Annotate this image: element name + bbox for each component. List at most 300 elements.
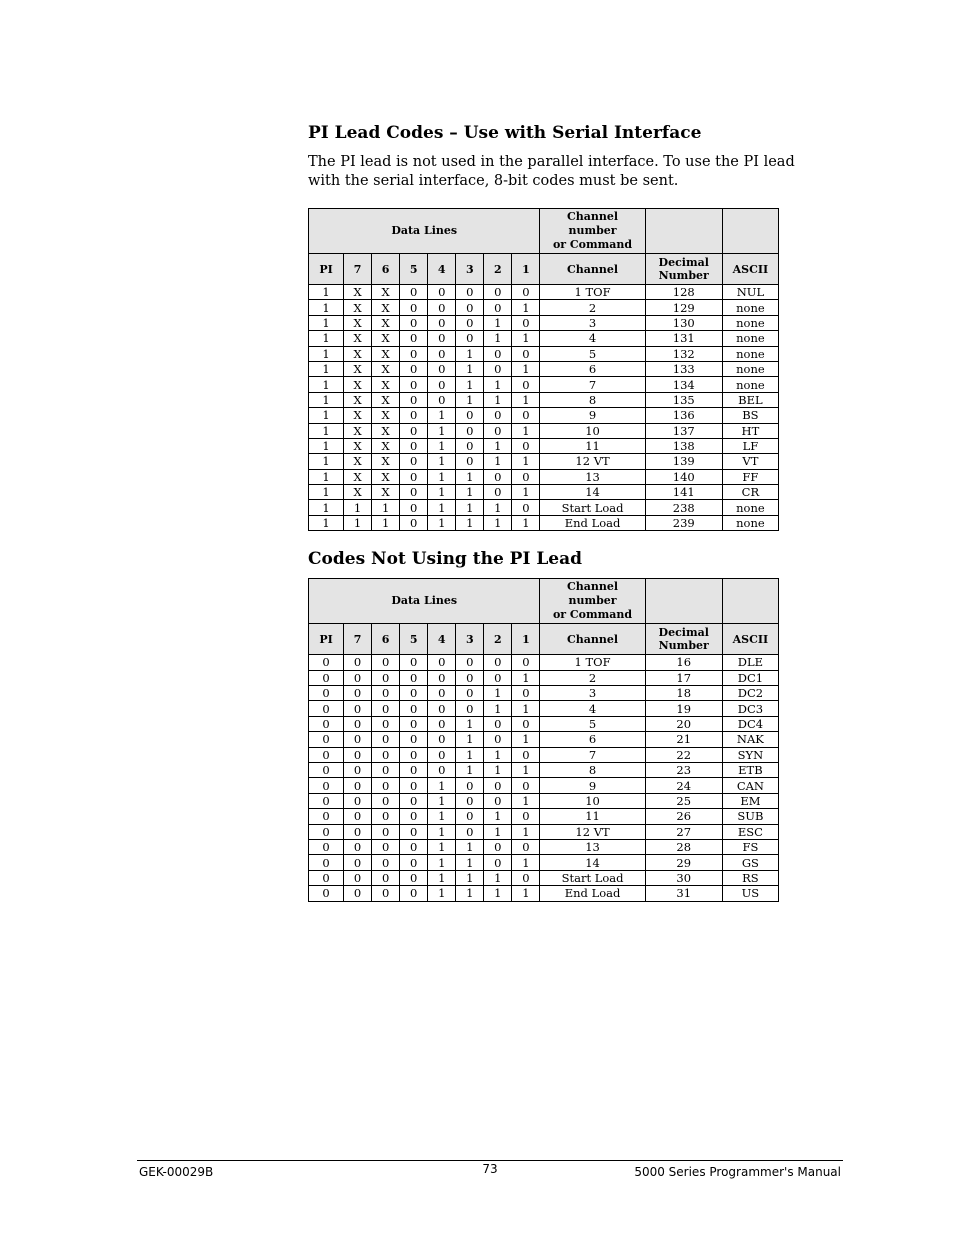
table-cell: 0 — [309, 839, 344, 854]
table-cell: none — [722, 361, 778, 376]
table-cell: 0 — [400, 331, 428, 346]
table-cell: 0 — [484, 361, 512, 376]
table-cell: 0 — [309, 886, 344, 901]
table-row — [309, 886, 779, 901]
table-cell: 1 — [344, 515, 372, 530]
table-cell: X — [372, 438, 400, 453]
table-cell: 0 — [309, 686, 344, 701]
table-cell: 31 — [645, 886, 722, 901]
table-cell: US — [722, 886, 778, 901]
table-cell: 0 — [372, 701, 400, 716]
table-cell: DC4 — [722, 716, 778, 731]
table-cell: 1 — [456, 392, 484, 407]
table-cell: 0 — [428, 331, 456, 346]
table-cell: 0 — [400, 716, 428, 731]
table-cell: 136 — [645, 408, 722, 423]
table-cell: none — [722, 315, 778, 330]
table-cell: 0 — [400, 454, 428, 469]
table-cell: 1 — [512, 300, 540, 315]
table-cell: X — [344, 346, 372, 361]
table-group-header-row — [309, 209, 779, 254]
table-cell: 0 — [428, 747, 456, 762]
table-cell: 0 — [512, 716, 540, 731]
table-cell: 0 — [428, 762, 456, 777]
table-cell: 1 — [344, 500, 372, 515]
table-cell: 0 — [428, 377, 456, 392]
table-cell: 0 — [484, 300, 512, 315]
table-cell: 0 — [456, 331, 484, 346]
table-cell: X — [344, 454, 372, 469]
table-cell: 0 — [309, 855, 344, 870]
table-cell: 1 — [512, 392, 540, 407]
table-cell: none — [722, 346, 778, 361]
table-cell: 0 — [400, 285, 428, 300]
table-cell: X — [344, 485, 372, 500]
table-cell: 1 — [456, 346, 484, 361]
column-header-decimal — [645, 624, 722, 655]
table-cell: 1 — [456, 361, 484, 376]
table-cell: 239 — [645, 515, 722, 530]
table-cell: none — [722, 377, 778, 392]
table-cell: 130 — [645, 315, 722, 330]
table-cell: 1 — [512, 515, 540, 530]
table-cell: DC2 — [722, 686, 778, 701]
table-row — [309, 469, 779, 484]
table-cell: 0 — [344, 778, 372, 793]
column-header-7: 7 — [344, 254, 372, 285]
table-cell: CAN — [722, 778, 778, 793]
table-cell: End Load — [540, 886, 645, 901]
table-cell: 1 — [456, 870, 484, 885]
table-cell: 1 — [512, 423, 540, 438]
table-cell: 133 — [645, 361, 722, 376]
table-cell: 1 — [309, 469, 344, 484]
data-lines-header: Data Lines — [309, 209, 540, 254]
table-cell: 0 — [400, 408, 428, 423]
table-cell: 0 — [456, 655, 484, 670]
table-cell: 0 — [400, 747, 428, 762]
table-cell: 1 — [484, 870, 512, 885]
column-header-4: 4 — [428, 624, 456, 655]
table-cell: 0 — [456, 438, 484, 453]
table-cell: FS — [722, 839, 778, 854]
table-cell: 10 — [540, 423, 645, 438]
pi-lead-codes-table — [308, 208, 779, 531]
table-cell: 0 — [400, 824, 428, 839]
table-row — [309, 438, 779, 453]
table-cell: X — [344, 469, 372, 484]
table-cell: 30 — [645, 870, 722, 885]
table-cell: X — [372, 331, 400, 346]
table-row — [309, 732, 779, 747]
table-cell: 0 — [512, 377, 540, 392]
table-cell: 0 — [400, 438, 428, 453]
table-cell: 1 — [484, 747, 512, 762]
table-cell: X — [344, 392, 372, 407]
table-cell: 1 — [512, 824, 540, 839]
table-cell: X — [372, 377, 400, 392]
table-row — [309, 377, 779, 392]
table-cell: 0 — [372, 793, 400, 808]
column-header-6: 6 — [372, 254, 400, 285]
table-cell: 0 — [512, 747, 540, 762]
table-row — [309, 423, 779, 438]
table-cell: 0 — [484, 793, 512, 808]
table-cell: 0 — [428, 701, 456, 716]
table-cell: 1 — [484, 762, 512, 777]
table-cell: BEL — [722, 392, 778, 407]
table-cell: 27 — [645, 824, 722, 839]
table-row — [309, 285, 779, 300]
table-cell: 0 — [344, 855, 372, 870]
table-cell: X — [372, 346, 400, 361]
table-cell: 1 — [456, 762, 484, 777]
table-cell: 1 — [484, 438, 512, 453]
table-cell: Start Load — [540, 870, 645, 885]
table-cell: 10 — [540, 793, 645, 808]
table-cell: 1 — [456, 469, 484, 484]
table-cell: X — [344, 315, 372, 330]
table-cell: 129 — [645, 300, 722, 315]
table-cell: 1 — [309, 423, 344, 438]
table-cell: 0 — [428, 716, 456, 731]
table-cell: 1 — [428, 809, 456, 824]
table-cell: 1 — [512, 670, 540, 685]
table-cell: 0 — [484, 716, 512, 731]
table-column-header-row — [309, 254, 779, 285]
table-cell: X — [372, 315, 400, 330]
table-cell: 0 — [400, 809, 428, 824]
table-cell: 0 — [400, 315, 428, 330]
table-cell: X — [372, 469, 400, 484]
column-header-3: 3 — [456, 254, 484, 285]
page-content — [308, 122, 795, 902]
table-cell: 1 — [309, 300, 344, 315]
table-cell: none — [722, 500, 778, 515]
channel-group-line3: or Command — [552, 608, 633, 622]
table-cell: 0 — [400, 500, 428, 515]
table-row — [309, 485, 779, 500]
section-title-codes-not-using-pi: Codes Not Using the PI Lead — [308, 549, 583, 570]
table-cell: 0 — [309, 793, 344, 808]
table-cell: 5 — [540, 716, 645, 731]
table-cell: FF — [722, 469, 778, 484]
column-header-2: 2 — [484, 254, 512, 285]
table-cell: 0 — [484, 485, 512, 500]
table-cell: 0 — [400, 870, 428, 885]
table-cell: X — [372, 485, 400, 500]
table-cell: X — [344, 377, 372, 392]
table-cell: 18 — [645, 686, 722, 701]
table-cell: NUL — [722, 285, 778, 300]
table-cell: 0 — [372, 655, 400, 670]
table-cell: 6 — [540, 361, 645, 376]
table-row — [309, 300, 779, 315]
table-cell: HT — [722, 423, 778, 438]
table-cell: 0 — [400, 855, 428, 870]
table-cell: 0 — [484, 346, 512, 361]
table-cell: 0 — [484, 408, 512, 423]
channel-group-line2: number — [568, 224, 617, 237]
column-header-4: 4 — [428, 254, 456, 285]
table-cell: 17 — [645, 670, 722, 685]
table-cell: 11 — [540, 809, 645, 824]
table-cell: 0 — [428, 670, 456, 685]
table-cell: 0 — [400, 886, 428, 901]
table-cell: 0 — [512, 315, 540, 330]
table-row — [309, 778, 779, 793]
pi-lead-codes-body — [309, 285, 779, 531]
table-cell: 134 — [645, 377, 722, 392]
column-header-channel: Channel — [540, 624, 645, 655]
table-cell: 0 — [344, 732, 372, 747]
table-cell: 1 — [512, 485, 540, 500]
table-cell: 23 — [645, 762, 722, 777]
table-cell: EM — [722, 793, 778, 808]
table-row — [309, 686, 779, 701]
table-cell: 0 — [400, 732, 428, 747]
table-cell: 7 — [540, 377, 645, 392]
table-cell: 1 — [428, 778, 456, 793]
table-cell: 0 — [512, 870, 540, 885]
table-cell: 0 — [309, 701, 344, 716]
table-cell: SUB — [722, 809, 778, 824]
decimal-line1: Decimal — [658, 256, 709, 269]
table-cell: LF — [722, 438, 778, 453]
table-cell: 1 — [309, 438, 344, 453]
table-cell: 0 — [512, 686, 540, 701]
table-cell: 13 — [540, 839, 645, 854]
table-cell: X — [372, 300, 400, 315]
table-cell: 1 — [484, 500, 512, 515]
table-cell: 128 — [645, 285, 722, 300]
table-cell: VT — [722, 454, 778, 469]
table-cell: DC1 — [722, 670, 778, 685]
table-cell: 12 VT — [540, 824, 645, 839]
table-cell: 0 — [372, 855, 400, 870]
table-row — [309, 454, 779, 469]
table-cell: 0 — [400, 346, 428, 361]
table-cell: 1 — [512, 762, 540, 777]
table-cell: 0 — [309, 870, 344, 885]
table-cell: 1 — [484, 392, 512, 407]
table-row — [309, 361, 779, 376]
table-cell: 1 — [484, 454, 512, 469]
channel-group-line2: number — [568, 594, 617, 608]
table-cell: 8 — [540, 762, 645, 777]
table-cell: X — [372, 408, 400, 423]
channel-group-header — [540, 209, 645, 254]
decimal-line2: Number — [658, 269, 709, 282]
table-cell: 1 — [309, 285, 344, 300]
table-cell: X — [344, 408, 372, 423]
table-cell: 0 — [400, 469, 428, 484]
table-cell: 0 — [512, 809, 540, 824]
table-cell: 131 — [645, 331, 722, 346]
table-cell: 0 — [400, 778, 428, 793]
table-cell: 1 — [309, 315, 344, 330]
column-header-7: 7 — [344, 624, 372, 655]
table-cell: 1 TOF — [540, 655, 645, 670]
table-cell: DLE — [722, 655, 778, 670]
table-cell: 0 — [400, 392, 428, 407]
table-cell: ETB — [722, 762, 778, 777]
table-cell: 5 — [540, 346, 645, 361]
table-cell: 1 — [372, 515, 400, 530]
table-cell: 1 — [456, 732, 484, 747]
column-header-5: 5 — [400, 254, 428, 285]
column-header-2: 2 — [484, 624, 512, 655]
decimal-line2: Number — [658, 639, 709, 653]
table-row — [309, 392, 779, 407]
table-cell: 1 — [428, 438, 456, 453]
codes-not-using-pi-table — [308, 578, 779, 901]
channel-group-line3: or Command — [552, 238, 633, 251]
table-cell: 29 — [645, 855, 722, 870]
table-cell: 1 — [309, 485, 344, 500]
table-cell: 0 — [400, 423, 428, 438]
table-cell: 25 — [645, 793, 722, 808]
table-cell: X — [344, 300, 372, 315]
table-cell: 0 — [400, 793, 428, 808]
table-cell: 0 — [484, 778, 512, 793]
table-cell: 1 — [456, 839, 484, 854]
table-cell: 0 — [372, 870, 400, 885]
table-cell: NAK — [722, 732, 778, 747]
table-cell: 0 — [484, 839, 512, 854]
table-cell: DC3 — [722, 701, 778, 716]
table-cell: 0 — [456, 793, 484, 808]
table-cell: 0 — [309, 824, 344, 839]
table-row — [309, 716, 779, 731]
table-cell: X — [372, 454, 400, 469]
column-header-pi: PI — [309, 254, 344, 285]
table-cell: 1 — [512, 454, 540, 469]
table-cell: 0 — [456, 686, 484, 701]
table-cell: none — [722, 300, 778, 315]
table-cell: 0 — [400, 686, 428, 701]
table-cell: 0 — [484, 855, 512, 870]
table-cell: 0 — [456, 423, 484, 438]
table-cell: 137 — [645, 423, 722, 438]
channel-group-line1: Channel — [567, 580, 619, 594]
table-cell: 1 — [456, 377, 484, 392]
table-cell: 22 — [645, 747, 722, 762]
table-cell: 8 — [540, 392, 645, 407]
table-cell: RS — [722, 870, 778, 885]
table-cell: 0 — [309, 655, 344, 670]
footer-doc-number: GEK-00029B — [139, 1165, 214, 1179]
table-cell: 0 — [428, 392, 456, 407]
table-cell: 0 — [456, 809, 484, 824]
table-cell: 141 — [645, 485, 722, 500]
table-cell: X — [372, 361, 400, 376]
table-cell: 0 — [400, 485, 428, 500]
table-cell: X — [344, 331, 372, 346]
table-cell: 21 — [645, 732, 722, 747]
table-cell: 0 — [400, 515, 428, 530]
table-cell: 1 — [372, 500, 400, 515]
table-cell: 1 — [484, 701, 512, 716]
section-title-pi-lead: PI Lead Codes – Use with Serial Interface — [308, 123, 702, 143]
table-cell: 0 — [372, 716, 400, 731]
empty-header-cell — [722, 579, 778, 624]
table-cell: 1 — [428, 870, 456, 885]
column-header-channel: Channel — [540, 254, 645, 285]
table-cell: 0 — [309, 670, 344, 685]
table-cell: Start Load — [540, 500, 645, 515]
table-cell: 1 — [484, 331, 512, 346]
table-cell: 0 — [428, 300, 456, 315]
table-cell: 1 — [428, 793, 456, 808]
table-cell: 0 — [344, 762, 372, 777]
table-cell: 20 — [645, 716, 722, 731]
table-cell: 0 — [344, 793, 372, 808]
table-cell: 9 — [540, 408, 645, 423]
table-cell: 0 — [344, 716, 372, 731]
empty-header-cell — [645, 579, 722, 624]
table-cell: 1 — [456, 515, 484, 530]
table-cell: 13 — [540, 469, 645, 484]
table-cell: 1 — [512, 361, 540, 376]
column-header-5: 5 — [400, 624, 428, 655]
table-cell: 1 — [456, 855, 484, 870]
footer-manual-title: 5000 Series Programmer's Manual — [634, 1165, 841, 1179]
table-cell: 1 — [428, 469, 456, 484]
table-row — [309, 747, 779, 762]
table-cell: 4 — [540, 701, 645, 716]
table-cell: 0 — [344, 747, 372, 762]
table-cell: 1 — [309, 392, 344, 407]
page-footer — [137, 1160, 843, 1179]
footer-page-number: 73 — [482, 1162, 498, 1176]
table-cell: 1 — [428, 839, 456, 854]
table-cell: 135 — [645, 392, 722, 407]
table-cell: 0 — [456, 778, 484, 793]
table-cell: 1 — [484, 824, 512, 839]
table-cell: 1 — [428, 423, 456, 438]
table-cell: ESC — [722, 824, 778, 839]
table-cell: 1 — [428, 855, 456, 870]
table-cell: 0 — [512, 778, 540, 793]
table-cell: 0 — [344, 839, 372, 854]
table-cell: none — [722, 515, 778, 530]
table-cell: 1 — [484, 315, 512, 330]
table-row — [309, 670, 779, 685]
table-cell: 1 — [428, 500, 456, 515]
table-cell: 0 — [309, 762, 344, 777]
table-cell: 1 — [456, 747, 484, 762]
table-cell: 1 — [428, 454, 456, 469]
table-cell: 26 — [645, 809, 722, 824]
table-cell: 11 — [540, 438, 645, 453]
table-cell: 1 — [456, 485, 484, 500]
table-cell: 0 — [309, 778, 344, 793]
table-row — [309, 515, 779, 530]
table-row — [309, 701, 779, 716]
table-row — [309, 870, 779, 885]
table-cell: 1 — [428, 886, 456, 901]
table-row — [309, 762, 779, 777]
table-cell: 0 — [400, 361, 428, 376]
column-header-decimal — [645, 254, 722, 285]
table-cell: 0 — [512, 408, 540, 423]
table-row — [309, 346, 779, 361]
table-cell: 0 — [512, 438, 540, 453]
table-cell: 2 — [540, 670, 645, 685]
table-cell: 24 — [645, 778, 722, 793]
table-cell: 0 — [456, 408, 484, 423]
